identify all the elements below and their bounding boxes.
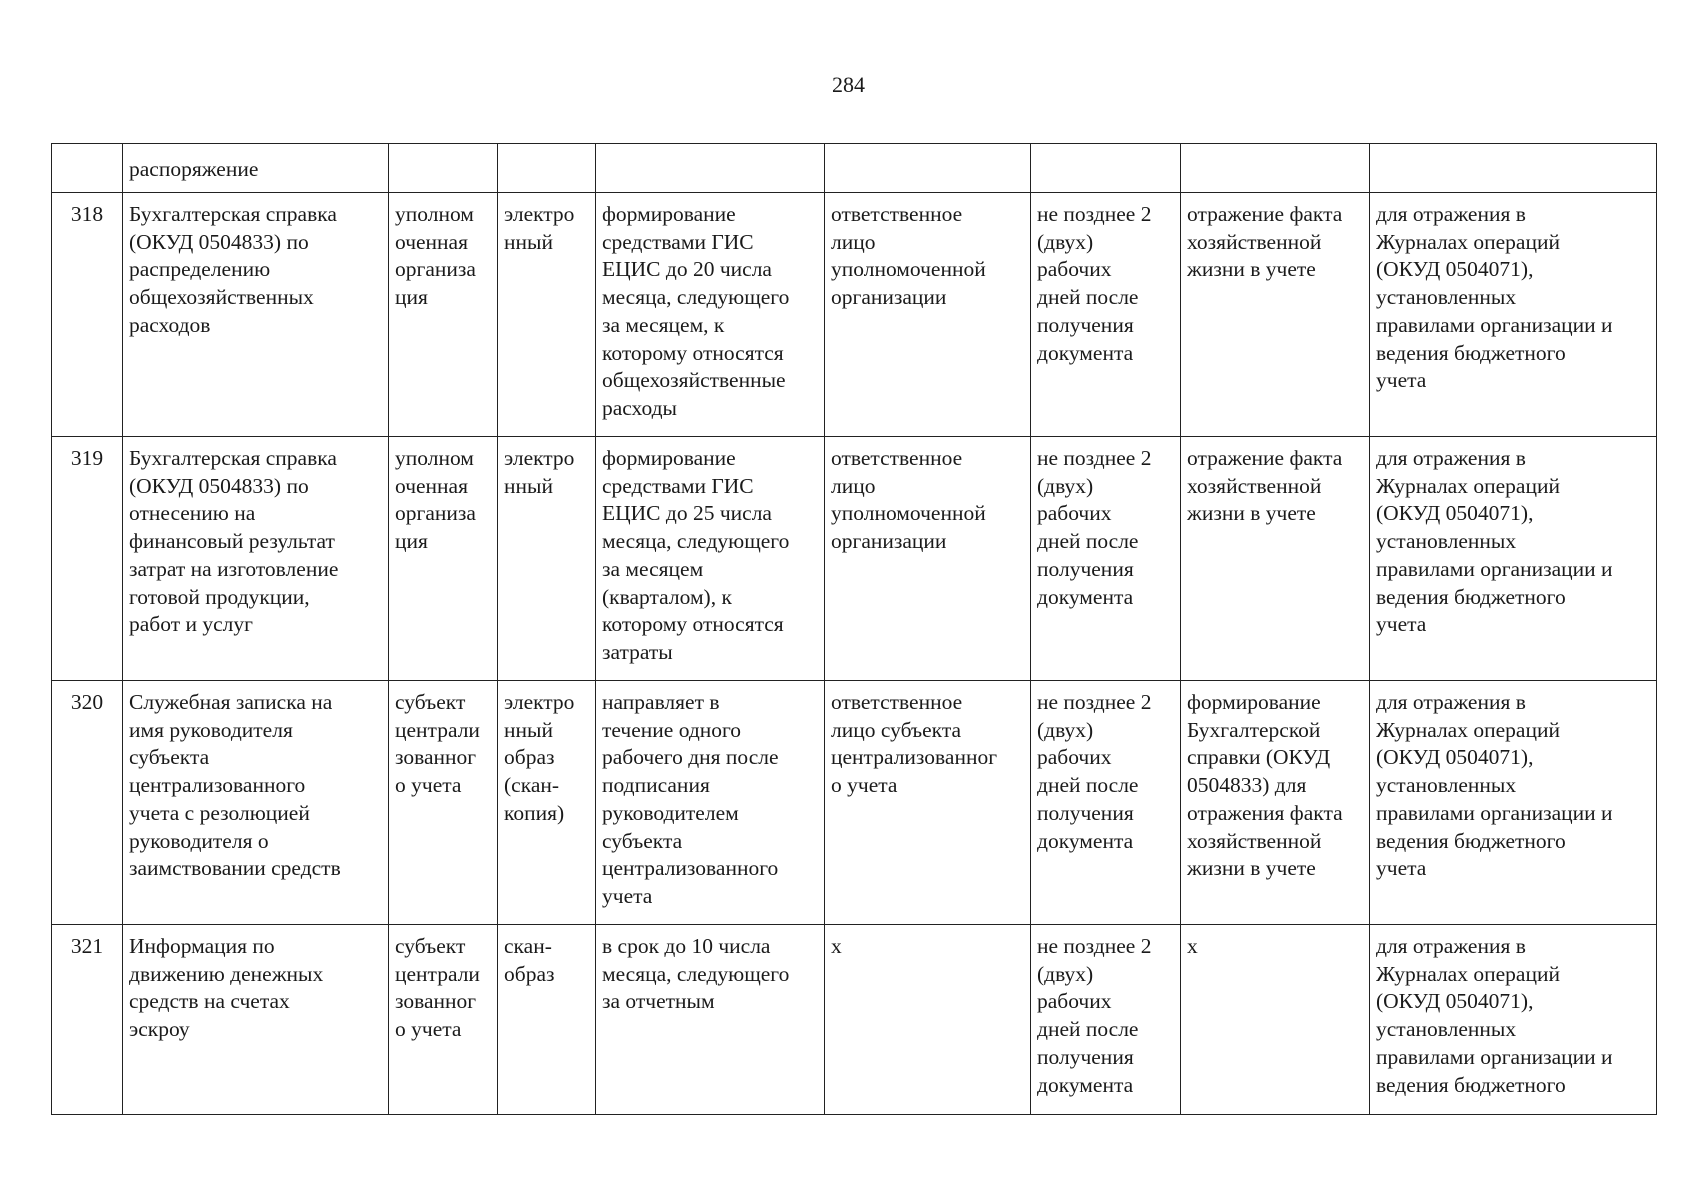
cell-responsible: ответственное лицо уполномоченной организации — [825, 437, 1031, 681]
cell-format: электро нный — [498, 437, 596, 681]
cell-when: формирование средствами ГИС ЕЦИС до 25 числа месяца, следующего за месяцем (кварталом), к которому относятся затраты — [596, 437, 825, 681]
cell-responsible: ответственное лицо субъекта централизованног о учета — [825, 681, 1031, 925]
cell-note: для отражения в Журналах операций (ОКУД 0504071), установленных правилами организации и ведения бюджетного учета — [1370, 681, 1657, 925]
cell-number: 321 — [52, 925, 123, 1115]
cell-number — [52, 144, 123, 193]
cell-who: уполном оченная организа ция — [389, 193, 498, 437]
cell-format: электро нный — [498, 193, 596, 437]
cell-deadline: не позднее 2 (двух) рабочих дней после получения документа — [1031, 681, 1181, 925]
cell-document: Бухгалтерская справка (ОКУД 0504833) по отнесению на финансовый результат затрат на изготовление готовой продукции, работ и услуг — [123, 437, 389, 681]
cell-who — [389, 144, 498, 193]
cell-number: 320 — [52, 681, 123, 925]
cell-who: субъект централи зованног о учета — [389, 681, 498, 925]
table-row — [52, 193, 1657, 437]
cell-format: скан- образ — [498, 925, 596, 1115]
table-row — [52, 925, 1657, 1115]
cell-purpose: формирование Бухгалтерской справки (ОКУД 0504833) для отражения факта хозяйственной жизни в учете — [1181, 681, 1370, 925]
cell-document: Информация по движению денежных средств на счетах эскроу — [123, 925, 389, 1115]
cell-document: распоряжение — [123, 144, 389, 193]
cell-note: для отражения в Журналах операций (ОКУД 0504071), установленных правилами организации и ведения бюджетного учета — [1370, 193, 1657, 437]
cell-deadline — [1031, 144, 1181, 193]
cell-format: электро нный образ (скан- копия) — [498, 681, 596, 925]
cell-responsible: ответственное лицо уполномоченной организации — [825, 193, 1031, 437]
cell-purpose: отражение факта хозяйственной жизни в учете — [1181, 437, 1370, 681]
cell-deadline: не позднее 2 (двух) рабочих дней после получения документа — [1031, 193, 1181, 437]
cell-purpose — [1181, 144, 1370, 193]
cell-deadline: не позднее 2 (двух) рабочих дней после получения документа — [1031, 437, 1181, 681]
cell-when — [596, 144, 825, 193]
cell-deadline: не позднее 2 (двух) рабочих дней после получения документа — [1031, 925, 1181, 1115]
cell-document: Служебная записка на имя руководителя субъекта централизованного учета с резолюцией руководителя о заимствовании средств — [123, 681, 389, 925]
cell-number: 319 — [52, 437, 123, 681]
cell-when: в срок до 10 числа месяца, следующего за отчетным — [596, 925, 825, 1115]
page-number: 284 — [832, 72, 865, 97]
cell-number: 318 — [52, 193, 123, 437]
cell-note: для отражения в Журналах операций (ОКУД 0504071), установленных правилами организации и ведения бюджетного — [1370, 925, 1657, 1115]
cell-note — [1370, 144, 1657, 193]
document-table — [51, 143, 1657, 1115]
cell-document: Бухгалтерская справка (ОКУД 0504833) по распределению общехозяйственных расходов — [123, 193, 389, 437]
cell-note: для отражения в Журналах операций (ОКУД 0504071), установленных правилами организации и ведения бюджетного учета — [1370, 437, 1657, 681]
cell-who: субъект централи зованног о учета — [389, 925, 498, 1115]
cell-responsible — [825, 144, 1031, 193]
cell-when: направляет в течение одного рабочего дня после подписания руководителем субъекта централизованного учета — [596, 681, 825, 925]
cell-purpose: х — [1181, 925, 1370, 1115]
cell-format — [498, 144, 596, 193]
cell-responsible: х — [825, 925, 1031, 1115]
cell-when: формирование средствами ГИС ЕЦИС до 20 числа месяца, следующего за месяцем, к которому относятся общехозяйственные расходы — [596, 193, 825, 437]
table-row-continuation — [52, 144, 1657, 193]
cell-who: уполном оченная организа ция — [389, 437, 498, 681]
cell-purpose: отражение факта хозяйственной жизни в учете — [1181, 193, 1370, 437]
table-row — [52, 437, 1657, 681]
table-row — [52, 681, 1657, 925]
